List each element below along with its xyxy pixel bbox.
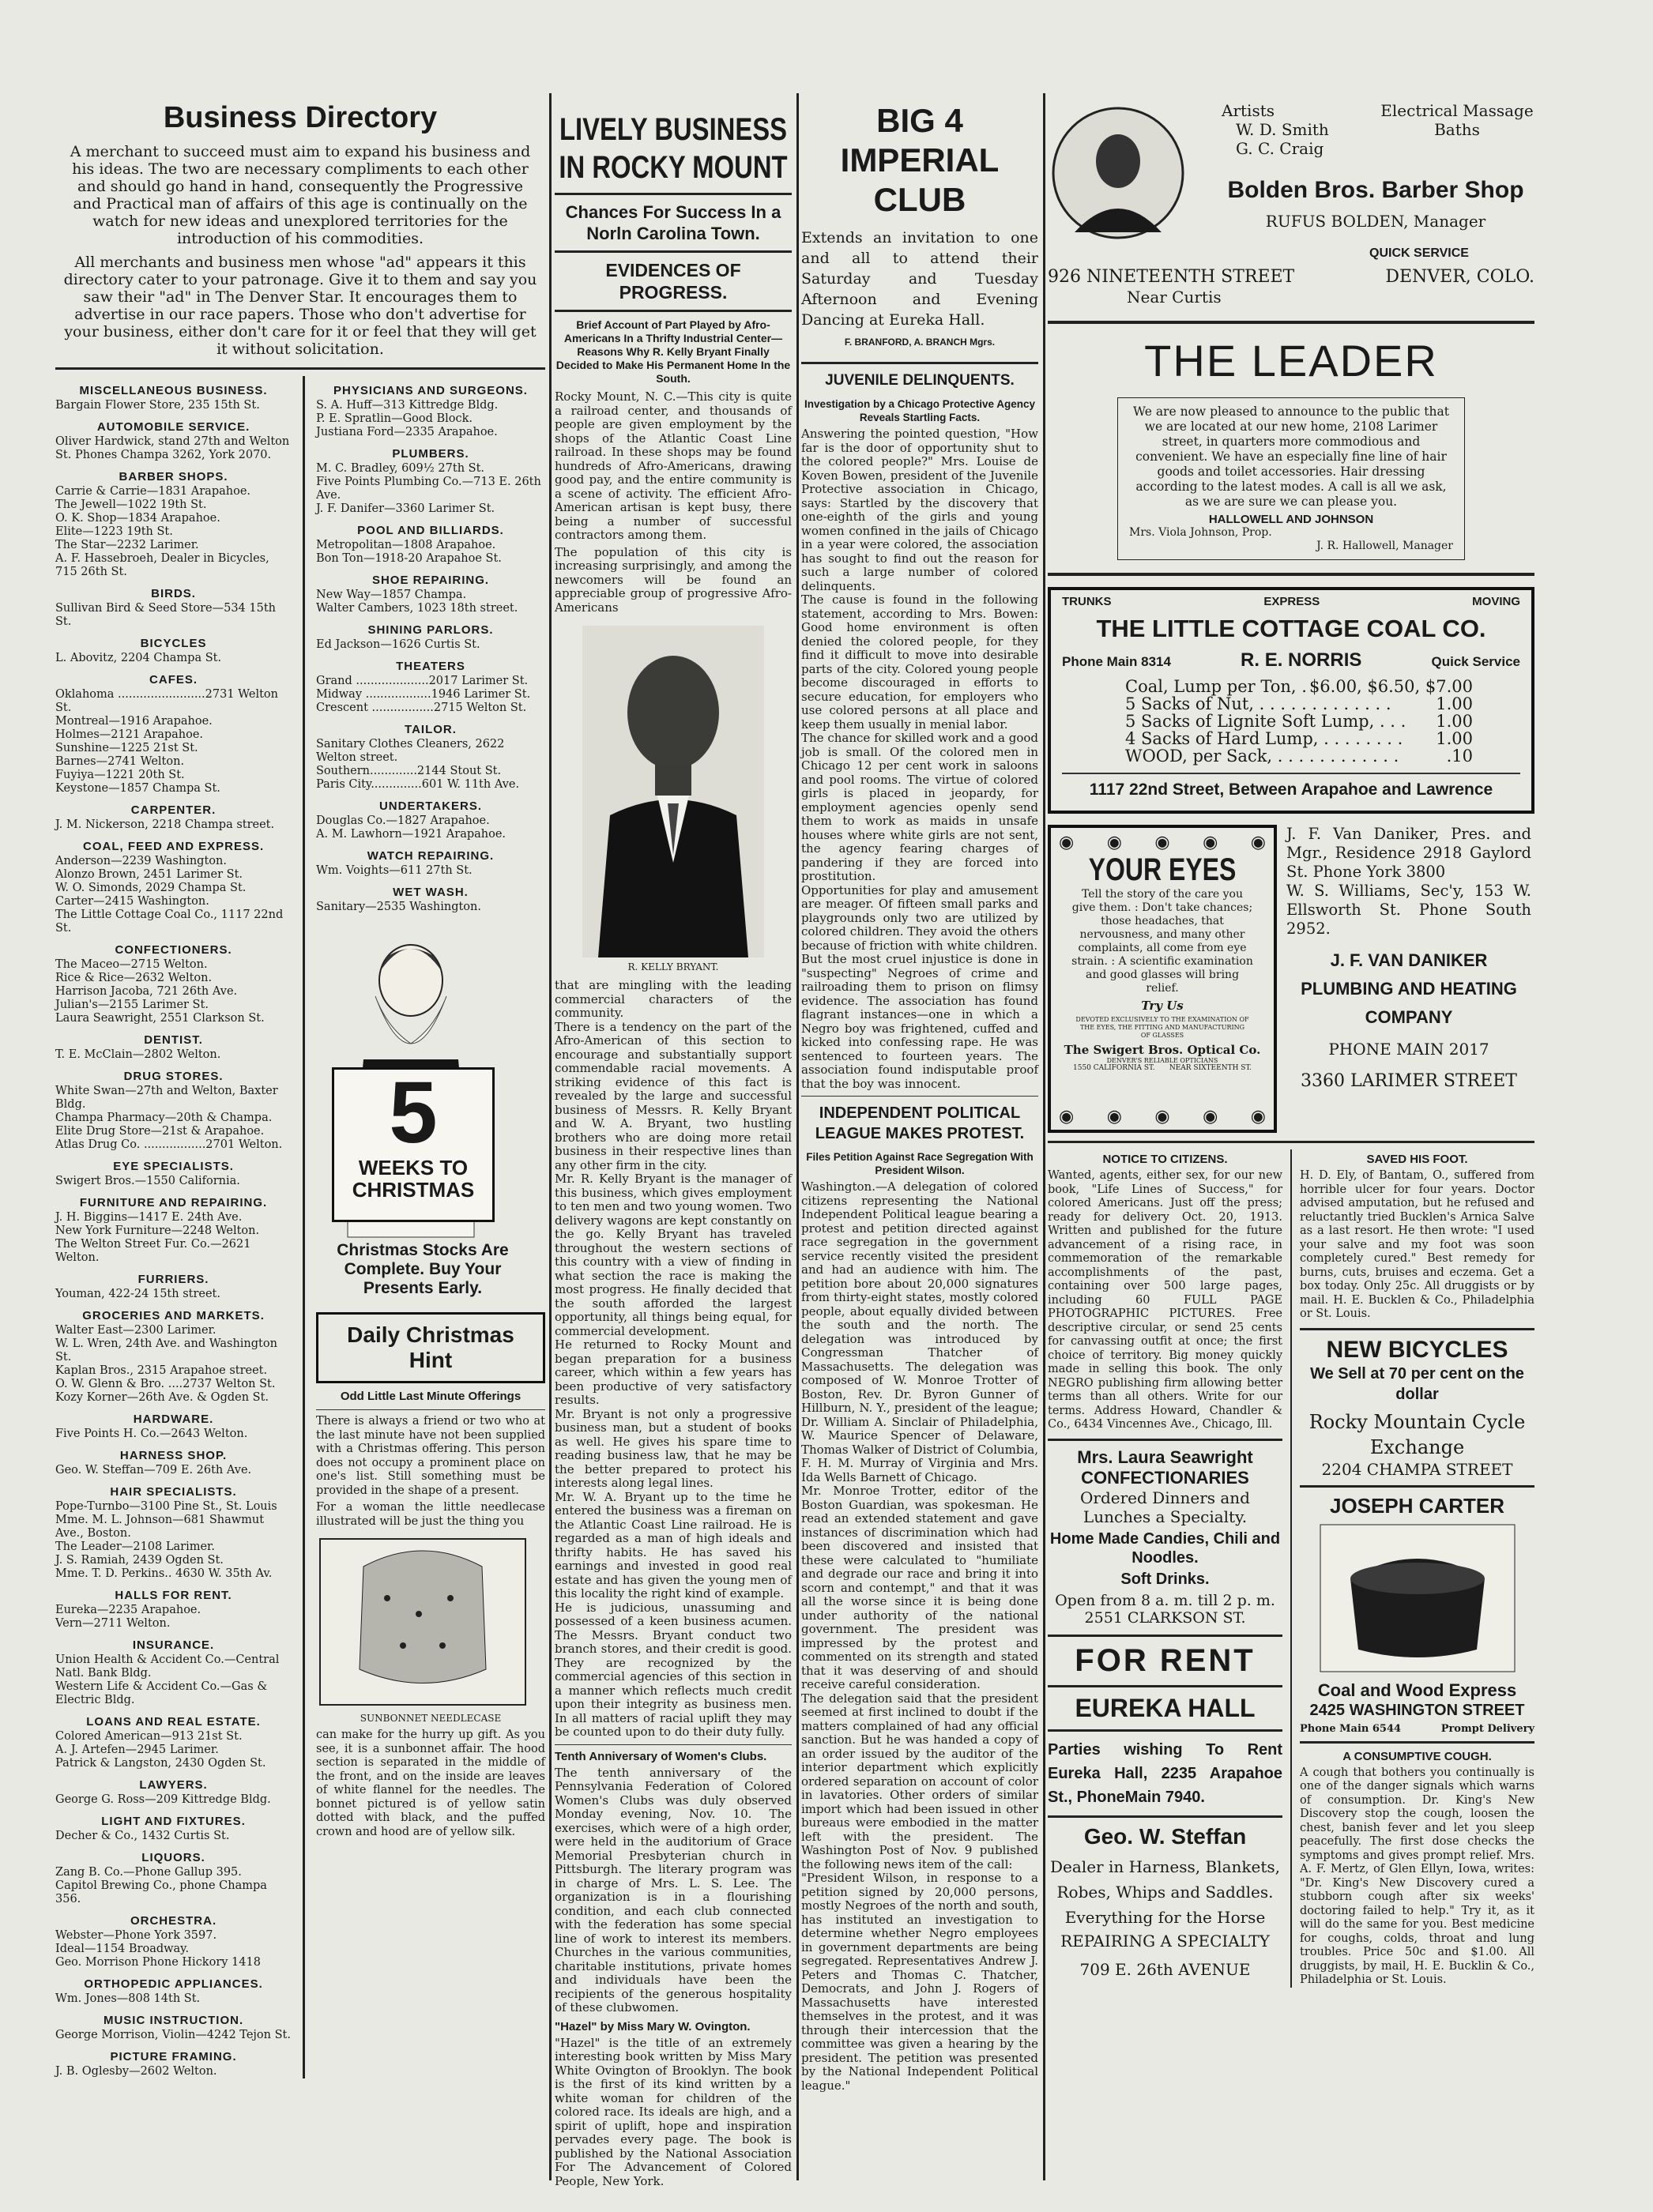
directory-category: INSURANCE.: [132, 1638, 215, 1652]
plumbing-phone: PHONE MAIN 2017: [1328, 1040, 1489, 1059]
eyes-addr-1: 1550 CALIFORNIA ST.: [1073, 1064, 1155, 1072]
coal-price-row: [1125, 713, 1473, 730]
directory-category: SHOE REPAIRING.: [371, 574, 490, 587]
seawright-title: CONFECTIONARIES: [1081, 1467, 1249, 1488]
directory-list-left: [55, 376, 292, 2078]
rocky-deck: Brief Account of Part Played by Afro-Americans In a Thrifty Industrial Center—Reasons Why R. Kelly Bryant Finally Decided to Make His Permanent Home In the South.: [555, 318, 791, 385]
rocky-p2: The population of this city is increasing surprisingly, and among the newcomers will be found an appreciable group of progressive Afro-Americans: [555, 544, 792, 615]
directory-entry: Keystone—1857 Champa St.: [55, 782, 220, 795]
directory-entry: A. M. Lawhorn—1921 Arapahoe.: [316, 828, 506, 841]
directory-category: WATCH REPAIRING.: [367, 849, 495, 863]
directory-entry: Zang B. Co.—Phone Gallup 395.: [55, 1866, 242, 1879]
bryant-caption: R. KELLY BRYANT.: [627, 961, 719, 972]
bicycles-name: Rocky Mountain Cycle Exchange: [1308, 1410, 1526, 1458]
directory-category: LIQUORS.: [141, 1851, 205, 1864]
rocky-p8: Mr. W. A. Bryant up to the time he entered the business was a fireman on the Atlantic Coast Line railroad. He is regarded as a man of high ideals and thrifty habits. He has saved his earnings and invested in good real estate and has given the young men of this locality the right kind of example.: [555, 1489, 792, 1601]
coal-item: 4 Sacks of Hard Lump, . . . . . . . .: [1125, 729, 1403, 748]
leader-title: THE LEADER: [1144, 336, 1438, 386]
juvenile-head: JUVENILE DELINQUENTS.: [825, 372, 1015, 389]
coal-owner: R. E. NORRIS: [1241, 649, 1362, 671]
directory-entry: Champa Pharmacy—20th & Champa.: [55, 1112, 273, 1124]
ads-column: [1048, 101, 1534, 2180]
coal-price-row: [1125, 747, 1473, 765]
clubs-head: Tenth Anniversary of Women's Clubs.: [555, 1749, 767, 1763]
bicycles-ad: [1300, 1337, 1534, 1479]
directory-entry: W. O. Simonds, 2029 Champa St.: [55, 882, 247, 894]
coal-address: 1117 22nd Street, Between Arapahoe and Lawrence: [1089, 781, 1493, 799]
directory-entry: Wm. Voights—611 27th St.: [316, 864, 473, 877]
directory-entry: The Star—2232 Larimer.: [55, 539, 199, 551]
coal-price-row: [1125, 695, 1473, 713]
directory-entry: J. S. Ramiah, 2439 Ogden St.: [55, 1554, 224, 1567]
directory-entry: P. E. Spratlin—Good Block.: [316, 412, 473, 425]
rocky-p4: There is a tendency on the part of the Afro-American of this section to encourage and substantially support commendable racial movements. A striking evidence of this fact is revealed by the large and successful business of Messrs. R. Kelly Bryant and W. A. Bryant, two hustling brothers who are doing more retail business in their respective lines than any other firm in the city.: [555, 1019, 792, 1172]
directory-entry: Bargain Flower Store, 235 15th St.: [55, 399, 260, 412]
directory-category: CARPENTER.: [130, 803, 217, 817]
seawright-ad: [1048, 1447, 1282, 1627]
directory-category: SHINING PARLORS.: [367, 623, 494, 637]
eye-icon: ◉: [1250, 833, 1266, 852]
steffan-addr: 709 E. 26th AVENUE: [1079, 1959, 1251, 1979]
directory-entry: Julian's—2155 Larimer St.: [55, 999, 209, 1011]
directory-entry: The Maceo—2715 Welton.: [55, 958, 208, 971]
carter-addr: 2425 WASHINGTON STREET: [1309, 1701, 1525, 1719]
coal-express: EXPRESS: [1263, 595, 1320, 608]
coal-basket-illustration: [1319, 1523, 1516, 1673]
hazel-body: "Hazel" is the title of an extremely interesting book written by Miss Mary White Ovington of Brooklyn. The book is the first of its kind written by a white woman for children of the colored race. Its ideals are high, and a spirit of uplift, hope and inspiration pervades every page. The book is published by the National Association For The Advancement of Colored People, New York.: [555, 2035, 792, 2188]
directory-entry: The Little Cottage Coal Co., 1117 22nd St.: [55, 908, 284, 935]
directory-category: POOL AND BILLIARDS.: [357, 524, 504, 537]
directory-entry: Western Life & Accident Co.—Gas & Electric Bldg.: [55, 1680, 268, 1706]
directory-category: BARBER SHOPS.: [119, 470, 228, 483]
coal-price: .10: [1446, 747, 1473, 766]
directory-category: WET WASH.: [393, 886, 469, 899]
directory-entry: Elite—1223 19th St.: [55, 525, 173, 538]
directory-entry: Metropolitan—1808 Arapahoe.: [316, 539, 496, 551]
directory-entry: J. F. Danifer—3360 Larimer St.: [316, 502, 495, 515]
directory-category: EYE SPECIALISTS.: [113, 1160, 234, 1173]
directory-entry: Montreal—1916 Arapahoe.: [55, 715, 213, 728]
directory-entry: Laura Seawright, 2551 Clarkson St.: [55, 1012, 265, 1025]
directory-category: TAILOR.: [405, 723, 457, 736]
directory-entry: Alonzo Brown, 2451 Larimer St.: [55, 868, 243, 881]
eye-icon: ◉: [1203, 833, 1218, 852]
leader-body: We are now pleased to announce to the public that we are located at our new home, 2108 Larimer street, in quarters more commodious and convenient. We have an especially fine line of hair goods and toilet accessories. Hair dressing according to the latest modes. A call is all we ask, as we are sure we can please you.: [1133, 404, 1449, 509]
directory-entry: George G. Ross—209 Kittredge Bldg.: [55, 1793, 271, 1806]
bryant-portrait: [582, 626, 764, 957]
imperial-body: Extends an invitation to one and all to attend their Saturday and Tuesday Afternoon and Evening Dancing at Eureka Hall.: [801, 229, 1038, 329]
rent-body: Parties wishing To Rent Eureka Hall, 2235 Arapahoe St., PhoneMain 7940.: [1048, 1740, 1283, 1806]
directory-category: UNDERTAKERS.: [378, 799, 483, 813]
barber-massage: Electrical Massage Baths: [1380, 101, 1534, 139]
coal-item: Coal, Lump per Ton, .: [1125, 677, 1307, 696]
directory-entry: Sanitary—2535 Washington.: [316, 901, 481, 913]
leader-firm: HALLOWELL AND JOHNSON: [1208, 513, 1374, 526]
rocky-p1: Rocky Mount, N. C.—This city is quite a railroad center, and thousands of people are given employment by the shops of the Atlantic Coast Line railroad. In these shops may be found hundreds of Afro-Americans, drawing good pay, and the entire community is a scene of activity. The efficient Afro-American artisan is kept busy, there being a number of successful contractors among them.: [555, 389, 792, 542]
eye-icon: ◉: [1106, 833, 1122, 852]
rent-head: FOR RENT: [1075, 1642, 1256, 1678]
directory-entry: Youman, 422-24 15th street.: [55, 1288, 220, 1300]
hint-body-2: For a woman the little needlecase illustrated will be just the thing you: [316, 1501, 545, 1528]
cough-body: A cough that bothers you continually is one of the danger signals which warns of consumption. Dr. King's New Discovery stop the cough, loosen the chest, banish fever and let you sleep peacefully. The first dose checks the symptoms and gives prompt relief. Mrs. A. F. Mertz, of Glen Ellyn, Iowa, writes: "Dr. King's New Discovery cured a stubborn cough after six weeks' doctoring failed to help." Try it, as it will do the same for you. Best medicine for coughs, colds, throat and lung troubles. Price 50c and $1.00. All druggists, by mail, H. E. Bucklin & Co., Philadelphia or St. Louis.: [1300, 1766, 1535, 1986]
foot-body: H. D. Ely, of Bantam, O., suffered from horrible ulcer for four years. Doctor advised amputation, but he refused and reluctantly tried Bucklen's Arnica Salve as a last resort. He then wrote: "I used your salve and my foot was soon completely cured." Best remedy for burns, cuts, bruises and eczema. Get a box today. Only 25c. All druggists or by mail. H. E. Bucklen & Co., Philadelphia or St. Louis.: [1300, 1169, 1535, 1320]
seawright-addr: 2551 CLARKSON ST.: [1084, 1608, 1246, 1627]
santa-sign: [332, 1064, 495, 1222]
leader-mgr: J. R. Hallowell, Manager: [1316, 540, 1453, 552]
directory-intro-2: All merchants and business men whose "ad" appears it this directory cater to your patronage. Give it to them and say you saw their "ad" in The Denver Star. It encourages them to advertise in our race papers. Those who don't advertise for your business, either don't care for it or feel that they will get it without solicitation.: [63, 254, 537, 358]
directory-entry: New Way—1857 Champa.: [316, 589, 467, 601]
directory-entry: The Welton Street Fur. Co.—2621 Welton.: [55, 1238, 251, 1264]
directory-entry: Holmes—2121 Arapahoe.: [55, 728, 204, 741]
steffan-name: Geo. W. Steffan: [1083, 1823, 1247, 1849]
directory-entry: Pope-Turnbo—3100 Pine St., St. Louis: [55, 1500, 277, 1513]
eye-icon: ◉: [1203, 1107, 1218, 1127]
league-p4: "President Wilson, in response to a petition signed by 20,000 persons, mostly Negroes of the north and south, has instituted an investigation to determine whether Negro employees in government departments are being segregated. Representatives Andrew J. Peters and Thomas C. Thatcher, Democrats, and John J. Rogers of Massachusetts have interested themselves in the protest, and it was through their intercession that the committee was given a hearing by the president. The petition was presented by the National Independent Political league.": [801, 1871, 1038, 2093]
eyes-try: Try Us: [1141, 999, 1184, 1013]
eye-icons-top: [1059, 833, 1266, 852]
eye-icon: ◉: [1106, 1107, 1122, 1127]
eyes-firm-sub: DENVER'S RELIABLE OPTICIANS: [1106, 1057, 1218, 1064]
directory-category: GROCERIES AND MARKETS.: [82, 1309, 265, 1322]
directory-entry: Kaplan Bros., 2315 Arapahoe street.: [55, 1364, 268, 1377]
directory-entry: Bon Ton—1918-20 Arapahoe St.: [316, 552, 502, 565]
barber-manager: RUFUS BOLDEN, Manager: [1265, 212, 1486, 231]
directory-entry: Vern—2711 Welton.: [55, 1617, 171, 1630]
rocky-subhead: Chances For Success In a Norln Carolina Town.: [565, 202, 781, 243]
seawright-l1: Ordered Dinners and Lunches a Specialty.: [1080, 1488, 1250, 1526]
directory-entry: Grand ....................2017 Larimer St.: [316, 675, 529, 687]
plumbing-intro: J. F. Van Daniker, Pres. and Mgr., Residence 2918 Gaylord St. Phone York 3800: [1286, 825, 1531, 881]
coal-price-row: [1125, 730, 1473, 747]
directory-entry: Geo. Morrison Phone Hickory 1418: [55, 1956, 261, 1969]
artists-label: Artists: [1222, 101, 1275, 120]
rocky-p5: Mr. R. Kelly Bryant is the manager of this business, which gives employment to ten men and two young women. Two delivery wagons are kept constantly on the go. Kelly Bryant has traveled throughout the western sections of this country with a view of finding in what section the race is making the most progress. He finally decided that the south afforded the largest opportunity, all things being equal, for commercial development.: [555, 1172, 792, 1338]
artist-1: W. D. Smith: [1236, 120, 1329, 139]
coal-trunks: TRUNKS: [1062, 595, 1112, 608]
directory-entry: Swigert Bros.—1550 California.: [55, 1175, 240, 1187]
directory-entry: Justiana Ford—2335 Arapahoe.: [316, 426, 498, 438]
league-deck: Files Petition Against Race Segregation With President Wilson.: [806, 1151, 1034, 1176]
coal-phone: Phone Main 8314: [1062, 654, 1171, 669]
leader-prop: Mrs. Viola Johnson, Prop.: [1129, 526, 1272, 539]
steffan-l3: REPAIRING A SPECIALTY: [1060, 1931, 1270, 1951]
juvenile-p2: The cause is found in the following statement, according to Mrs. Bowen: Good home environment is often denied the colored people, for they find it difficult to move into desirable parts of the city. Colored young people become discouraged in efforts to secure education, for employers who use colored persons at all place and keep them usually in menial labor.: [801, 592, 1038, 732]
eye-icon: ◉: [1154, 1107, 1170, 1127]
eyes-title: YOUR EYES: [1088, 852, 1237, 887]
eyes-body: Tell the story of the care you give them. : Don't take chances; those headaches, that nervousness, and many other complaints, all come from eye strain. : A scientific examination and good glasses will bring relief.: [1071, 888, 1253, 995]
directory-entry: J. H. Biggins—1417 E. 24th Ave.: [55, 1211, 243, 1224]
plumbing-intro-2: W. S. Williams, Sec'y, 153 W. Ellsworth St. Phone South 2952.: [1286, 882, 1531, 938]
directory-entry: Five Points H. Co.—2643 Welton.: [55, 1428, 248, 1440]
directory-entry: Sanitary Clothes Cleaners, 2622 Welton street.: [316, 738, 505, 764]
coal-price: $6.00, $6.50, $7.00: [1308, 677, 1473, 696]
juvenile-p3: The chance for skilled work and a good job is small. Of the colored men in Chicago 12 per cent work in saloons and pool rooms. The virtue of colored girls is placed in jeopardy, for employment agencies openly send them to work as maids in unsafe houses where white girls are not sent, the agency fearing charges of pandering if they are forced into prostitution.: [801, 731, 1038, 883]
directory-entry: Rice & Rice—2632 Welton.: [55, 972, 213, 984]
rocky-p7: Mr. Bryant is not only a progressive business man, but a student of books as well. He gives his spare time to reading business law, that he may be the better prepared to protect his interests along legal lines.: [555, 1406, 792, 1490]
directory-entry: Elite Drug Store—21st & Arapahoe.: [55, 1125, 265, 1138]
barber-quick: QUICK SERVICE: [1369, 246, 1469, 260]
rocky-headline: LIVELY BUSINESS IN ROCKY MOUNT: [559, 112, 788, 185]
directory-entry: Mme. M. L. Johnson—681 Shawmut Ave., Boston.: [55, 1514, 265, 1540]
directory-entry: White Swan—27th and Welton, Baxter Bldg.: [55, 1085, 278, 1111]
directory-entry: Geo. W. Steffan—709 E. 26th Ave.: [55, 1464, 252, 1477]
directory-entry: George Morrison, Violin—4242 Tejon St.: [55, 2029, 291, 2041]
coal-ad: [1048, 587, 1534, 814]
carter-phone: Phone Main 6544: [1300, 1722, 1402, 1735]
plumbing-ad: [1286, 825, 1531, 1133]
barber-ad: [1048, 101, 1534, 314]
directory-entry: New York Furniture—2248 Welton.: [55, 1224, 260, 1237]
league-p1: Washington.—A delegation of colored citizens representing the National Independent Political league bearing a protest and petition directed against race segregation in the government service recently visited the president and had an audience with him. The petition bore about 20,000 signatures from thirty-eight states, mostly colored people, about equally divided between the south and the north. The delegation was introduced by Congressman Thatcher of Massachusetts. The delegation was composed of W. Monroe Trotter of Boston, Rev. Dr. Byron Gunner of Hillburn, N. Y., president of the league; Dr. William A. Sinclair of Philadelphia, W. Maurice Spencer of Delaware, Thomas Walker of District of Columbia, F. H. M. Murray of Virginia and Mrs. Ida Wells Barnett of Chicago.: [801, 1179, 1038, 1484]
directory-entry: Five Points Plumbing Co.—713 E. 26th Ave.: [316, 476, 541, 502]
imperial-head: BIG 4 IMPERIAL CLUB: [840, 102, 1000, 218]
coal-price: 1.00: [1436, 712, 1473, 731]
directory-category: HAIR SPECIALISTS.: [110, 1485, 237, 1499]
bicycles-sub: We Sell at 70 per cent on the dollar: [1310, 1364, 1524, 1403]
directory-entry: Ed Jackson—1626 Curtis St.: [316, 638, 480, 651]
directory-title: Business Directory: [163, 101, 438, 134]
directory-category: CAFES.: [149, 673, 198, 687]
eye-icon: ◉: [1059, 833, 1075, 852]
santa-sign-number: 5: [389, 1064, 438, 1161]
directory-entry: Crescent .................2715 Welton St.: [316, 702, 527, 714]
eye-icon: ◉: [1250, 1107, 1266, 1127]
directory-entry: Walter Cambers, 1023 18th street.: [316, 602, 518, 615]
directory-entry: J. M. Nickerson, 2218 Champa street.: [55, 818, 275, 831]
directory-category: CONFECTIONERS.: [115, 943, 232, 957]
hint-body-3: can make for the hurry up gift. As you see, it is a sunbonnet affair. The hood section is separated in the middle of the front, and on the inside are leaves of white flannel for the needles. The bonnet pictured is of yellow satin dotted with black, and the puffed crown and hood are of yellow silk.: [316, 1729, 545, 1838]
directory-entry: Wm. Jones—808 14th St.: [55, 1992, 201, 2005]
hint-caption: SUNBONNET NEEDLECASE: [360, 1713, 502, 1724]
directory-category: ORTHOPEDIC APPLIANCES.: [84, 1977, 263, 1991]
directory-entry: Colored American—913 21st St.: [55, 1730, 243, 1743]
business-directory: [55, 101, 545, 2180]
directory-entry: Sunshine—1225 21st St.: [55, 742, 198, 754]
directory-entry: Douglas Co.—1827 Arapahoe.: [316, 814, 490, 827]
steffan-l2: Everything for the Horse: [1064, 1907, 1266, 1927]
directory-category: HARNESS SHOP.: [119, 1449, 228, 1462]
directory-entry: Webster—Phone York 3597.: [55, 1929, 217, 1942]
directory-entry: Paris City..............601 W. 11th Ave.: [316, 778, 520, 791]
rent-ad: [1048, 1643, 1282, 1809]
coal-name: THE LITTLE COTTAGE COAL CO.: [1096, 615, 1486, 642]
directory-entry: A. J. Artefen—2945 Larimer.: [55, 1744, 219, 1756]
coal-price: 1.00: [1436, 694, 1473, 713]
rocky-mount-column: [555, 111, 792, 2188]
coal-price-row: [1125, 678, 1473, 695]
directory-category: FURRIERS.: [137, 1273, 209, 1286]
carter-delivery: Prompt Delivery: [1440, 1722, 1535, 1735]
directory-category: LAWYERS.: [139, 1778, 208, 1792]
directory-category: LIGHT AND FIXTURES.: [101, 1815, 246, 1828]
directory-category: LOANS AND REAL ESTATE.: [86, 1715, 261, 1729]
imperial-mgrs: F. BRANFORD, A. BRANCH Mgrs.: [844, 337, 996, 348]
directory-entry: Oklahoma ........................2731 Welton St.: [55, 688, 278, 714]
plumbing-address: 3360 LARIMER STREET: [1301, 1071, 1517, 1091]
barber-city: DENVER, COLO.: [1385, 267, 1534, 287]
carter-ad: [1300, 1494, 1534, 1735]
barber-artists: [1222, 101, 1329, 158]
directory-entry: L. Abovitz, 2204 Champa St.: [55, 652, 222, 664]
eyes-firm: The Swigert Bros. Optical Co.: [1064, 1043, 1261, 1057]
directory-entry: Barnes—2741 Welton.: [55, 755, 185, 768]
directory-entry: Union Health & Accident Co.—Central Natl. Bank Bldg.: [55, 1653, 280, 1680]
directory-entry: O. K. Shop—1834 Arapahoe.: [55, 512, 220, 525]
directory-entry: Carter—2415 Washington.: [55, 895, 209, 908]
steffan-l1: Dealer in Harness, Blankets, Robes, Whips and Saddles.: [1050, 1856, 1280, 1902]
directory-entry: Capitol Brewing Co., phone Champa 356.: [55, 1879, 267, 1905]
directory-category: PHYSICIANS AND SURGEONS.: [333, 384, 528, 397]
bryant-photo: [582, 626, 764, 957]
directory-category: BICYCLES: [140, 637, 207, 650]
barber-portrait: [1051, 106, 1185, 240]
coal-price-list: [1125, 678, 1473, 765]
directory-entry: Harrison Jacoba, 721 26th Ave.: [55, 985, 238, 998]
coal-item: 5 Sacks of Nut, . . . . . . . . . . . . .: [1125, 694, 1391, 713]
cough-head: A CONSUMPTIVE COUGH.: [1342, 1749, 1492, 1763]
eyes-addr-2: NEAR SIXTEENTH ST.: [1169, 1064, 1252, 1072]
directory-entry: Patrick & Langston, 2430 Ogden St.: [55, 1757, 266, 1770]
directory-category: PLUMBERS.: [392, 447, 469, 461]
directory-entry: Fuyiya—1221 20th St.: [55, 769, 185, 781]
directory-entry: Eureka—2235 Arapahoe.: [55, 1604, 201, 1616]
directory-category: COAL, FEED AND EXPRESS.: [82, 840, 265, 853]
directory-entry: The Leader—2108 Larimer.: [55, 1540, 215, 1553]
eyes-devoted: DEVOTED EXCLUSIVELY TO THE EXAMINATION OF THE EYES, THE FITTING AND MANUFACTURING OF GLASSES: [1075, 1016, 1249, 1039]
league-p3: The delegation said that the president seemed at first inclined to doubt if the matters complained of had any official sanction. But he was handed a copy of an order issued by the auditor of the interior department which explicitly ordered separation on account of color in lavatories. Other orders of similar import which had been issued in other bureaus were embodied in the matter left with the president. The Washington Post of Nov. 9 published the following news item of the call:: [801, 1691, 1038, 1872]
directory-list-right: [316, 384, 545, 914]
directory-category: HALLS FOR RENT.: [115, 1589, 232, 1602]
directory-entry: Anderson—2239 Washington.: [55, 855, 227, 867]
directory-entry: Decher & Co., 1432 Curtis St.: [55, 1830, 230, 1842]
directory-entry: Sullivan Bird & Seed Store—534 15th St.: [55, 602, 276, 628]
coal-service: Quick Service: [1431, 654, 1520, 669]
notice-head: NOTICE TO CITIZENS.: [1102, 1153, 1228, 1166]
directory-category: DENTIST.: [144, 1033, 203, 1047]
coal-moving: MOVING: [1472, 595, 1520, 608]
juvenile-deck: Investigation by a Chicago Protective Agency Reveals Startling Facts.: [804, 398, 1036, 423]
directory-entry: O. W. Glenn & Bro. ....2737 Welton St.: [55, 1378, 276, 1390]
directory-category: BIRDS.: [151, 587, 196, 600]
needlecase-illustration: [316, 1535, 529, 1709]
rocky-p9: He is judicious, unassuming and possessed of a keen business acumen. The Messrs. Bryant conduct two branch stores, and their credit is good. They are recognized by the commercial agencies of this section in a manner which reflects much credit upon their integrity as business men. In all matters of racial uplift they may be counted upon to do their duty fully.: [555, 1600, 792, 1739]
coal-price: 1.00: [1436, 729, 1473, 748]
plumbing-name: J. F. VAN DANIKER PLUMBING AND HEATING COMPANY: [1301, 950, 1517, 1027]
bicycles-addr: 2204 CHAMPA STREET: [1321, 1459, 1513, 1479]
juvenile-p1: Answering the pointed question, "How far is the door of opportunity shut to the colored people?" Mrs. Louise de Koven Bowen, president of the Juvenile Protective association in Chicago, says: Startled by the discovery that one-eighth of the girls and young women confined in the jails of Chicago in a year were colored, the association has sought to find out the reason for such a large number of colored delinquents.: [801, 427, 1038, 593]
eye-icon: ◉: [1154, 833, 1170, 852]
directory-entry: Ideal—1154 Broadway.: [55, 1943, 190, 1955]
eyes-ad: [1048, 825, 1277, 1133]
directory-entry: Midway ..................1946 Larimer St.: [316, 688, 531, 701]
directory-category: MISCELLANEOUS BUSINESS.: [79, 384, 268, 397]
directory-entry: Southern.............2144 Stout St.: [316, 765, 502, 777]
artist-2: G. C. Craig: [1236, 139, 1324, 158]
barber-address: 926 NINETEENTH STREET: [1048, 267, 1295, 287]
eye-icon: ◉: [1059, 1107, 1075, 1127]
directory-category: PICTURE FRAMING.: [110, 2050, 237, 2063]
directory-entry: Carrie & Carrie—1831 Arapahoe.: [55, 485, 251, 498]
santa-sign-text: WEEKS TO CHRISTMAS: [352, 1156, 475, 1202]
directory-entry: The Jewell—1022 19th St.: [55, 498, 207, 511]
rocky-p6: He returned to Rocky Mount and began preparation for a business career, which within a few years has been productive of very satisfactory results.: [555, 1337, 792, 1407]
directory-category: MUSIC INSTRUCTION.: [103, 2014, 244, 2027]
notice-body: Wanted, agents, either sex, for our new book, "Life Lines of Success," for colored Americans. Just off the press; ready for delivery Oct. 20, 1913. Written and published for the future advancement of a rising race, in commemoration of the remarkable accomplishments of the past, containing over 500 large pages, including 60 FULL PAGE PHOTOGRAPHIC PICTURES. Free descriptive circular, or send 25 cents for canvassing outfit at once; the first choice of territory. Big money quickly made in selling this book. The only NEGRO publishing firm allowing better terms than all others. Write for our terms. Address Howard, Chandler & Co., 6434 Vincennes Ave., Chicago, Ill.: [1048, 1169, 1283, 1431]
directory-entry: Mme. T. D. Perkins.. 4630 W. 35th Av.: [55, 1567, 273, 1580]
seawright-l2: Home Made Candies, Chili and Noodles.: [1049, 1529, 1281, 1567]
directory-entry: Kozy Korner—26th Ave. & Ogden St.: [55, 1391, 269, 1404]
directory-entry: Walter East—2300 Larimer.: [55, 1324, 217, 1337]
directory-entry: A. F. Hassebroeh, Dealer in Bicycles, 715 26th St.: [55, 552, 269, 578]
seawright-name: Mrs. Laura Seawright: [1077, 1446, 1253, 1467]
rocky-evidences: EVIDENCES OF PROGRESS.: [605, 260, 741, 303]
carter-name: JOSEPH CARTER: [1329, 1493, 1505, 1518]
santa-ad: [316, 925, 545, 1304]
directory-entry: W. L. Wren, 24th Ave. and Washington St.: [55, 1337, 277, 1364]
rent-hall: EUREKA HALL: [1075, 1693, 1256, 1722]
steffan-ad: [1048, 1824, 1282, 1979]
carter-l1: Coal and Wood Express: [1317, 1680, 1517, 1700]
coal-item: WOOD, per Sack, . . . . . . . . . . . .: [1125, 747, 1399, 766]
directory-category: ORCHESTRA.: [130, 1914, 217, 1928]
hint-box: [316, 1312, 545, 1383]
directory-entry: Atlas Drug Co. .................2701 Welton.: [55, 1138, 283, 1151]
juvenile-p5: But the most cruel injustice is done in "suspecting" Negroes of crime and railroading them to prison on flimsy evidence. The association has found flagrant instances—one in which a Negro boy was frightened, cuffed and kicked into confessing rape. He was sentenced to fourteen years. The association found indisputable proof that the boy was innocent.: [801, 952, 1038, 1091]
imperial-column: [801, 101, 1038, 2180]
hint-subtitle: Odd Little Last Minute Offerings: [340, 1390, 522, 1403]
eye-icons-bottom: [1059, 1107, 1266, 1127]
leader-box: [1117, 397, 1465, 560]
directory-category: DRUG STORES.: [123, 1070, 224, 1083]
directory-category: AUTOMOBILE SERVICE.: [96, 420, 250, 434]
rocky-p3: that are mingling with the leading commercial characters of the community.: [555, 978, 792, 1020]
directory-category: THEATERS: [396, 660, 465, 673]
league-head: INDEPENDENT POLITICAL LEAGUE MAKES PROTEST.: [815, 1104, 1025, 1142]
seawright-l3: Soft Drinks.: [1120, 1570, 1210, 1588]
seawright-l4: Open from 8 a. m. till 2 p. m.: [1055, 1591, 1275, 1609]
barber-name: Bolden Bros. Barber Shop: [1227, 177, 1524, 203]
foot-head: SAVED HIS FOOT.: [1366, 1153, 1468, 1166]
juvenile-p4: Opportunities for play and amusement are meager. Of fifteen small parks and playgrounds only two are utilized by colored children. They avoid the others because of friction with white children.: [801, 882, 1038, 953]
bicycles-head: NEW BICYCLES: [1326, 1336, 1508, 1363]
directory-category: HARDWARE.: [133, 1413, 214, 1426]
hazel-head: "Hazel" by Miss Mary W. Ovington.: [555, 2019, 751, 2033]
directory-entry: J. B. Oglesby—2602 Welton.: [55, 2065, 217, 2078]
directory-entry: T. E. McClain—2802 Welton.: [55, 1048, 221, 1061]
directory-entry: M. C. Bradley, 609½ 27th St.: [316, 462, 485, 475]
directory-entry: Oliver Hardwick, stand 27th and Welton St. Phones Champa 3262, York 2070.: [55, 435, 290, 461]
barber-near: Near Curtis: [1127, 288, 1222, 307]
coal-item: 5 Sacks of Lignite Soft Lump, . . .: [1125, 712, 1406, 731]
santa-caption: Christmas Stocks Are Complete. Buy Your Presents Early.: [337, 1241, 509, 1297]
directory-intro: A merchant to succeed must aim to expand his business and his ideas. The two are necessary compliments to each other and should go hand in hand, consequently the Progressive and Practical man of affairs of this age is continually on the watch for new ideas and unexplored territories for the introduction of his commodities.: [70, 143, 531, 247]
directory-entry: S. A. Huff—313 Kittredge Bldg.: [316, 399, 499, 412]
hint-body-1: There is always a friend or two who at the last minute have not been supplied with a Christmas offering. This person does not occupy a prominent place on one's list. Still something must be provided in the shape of a present.: [316, 1415, 545, 1497]
directory-category: FURNITURE AND REPAIRING.: [79, 1196, 268, 1209]
hint-title: Daily Christmas Hint: [347, 1322, 514, 1372]
league-p2: Mr. Monroe Trotter, editor of the Boston Guardian, was spokesman. He read an extended statement and gave instances of discrimination which had been discovered and insisted that these were calculated to "humiliate and degrade our race and bring it into scorn and contempt," and that it was all the worse since it is being done under authority of the national government. The president was impressed by the protest and commented on its strength and stated that it was deserving of and should receive careful consideration.: [801, 1484, 1038, 1691]
clubs-body: The tenth anniversary of the Pennsylvania Federation of Colored Women's Clubs was duly observed Monday evening, Nov. 10. The exercises, which were of a high order, were held in the auditorium of Grace Memorial Presbyterian church in Pittsburgh. The literary program was in charge of Mrs. L. S. Lee. The organization is in a flourishing condition, and each club connected with the federation has some special line of work to interest its members. Churches in the various communities, charitable institutions, private homes and individuals have been the recipients of the generous hospitality of these clubwomen.: [555, 1765, 792, 2014]
